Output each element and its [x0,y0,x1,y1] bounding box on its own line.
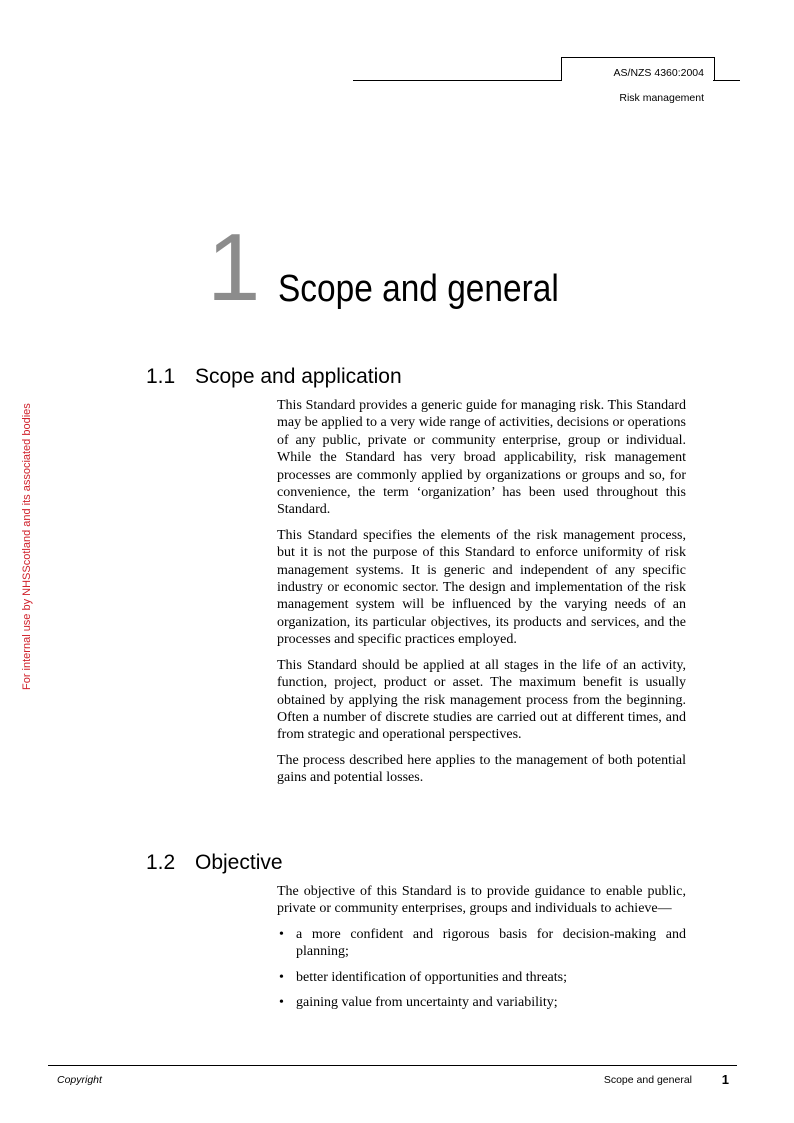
standard-number: AS/NZS 4360:2004 [613,67,704,79]
section-body [277,883,686,1019]
paragraph: This Standard provides a generic guide for managing risk. This Standard may be applied to a very wide range of activities, decisions or operations of any public, private or community enterprise, group or individual. While the Standard has very broad applicability, risk management processes are commonly applied by organizations or groups and so, for convenience, the term ‘organization’ has been used throughout this Standard. [277,398,686,518]
paragraph: This Standard specifies the elements of the risk management process, but it is not the purpose of this Standard to enforce uniformity of risk management systems. It is generic and independent of any specific industry or economic sector. The design and implementation of the risk management system will be influenced by the varying needs of an organization, its particular objectives, its products and services, and the processes and specific practices employed. [277,527,686,648]
chapter-number: 1 [207,214,261,321]
header-rule-left [353,80,561,81]
section-heading [146,852,283,873]
document-subtitle: Risk management [619,92,704,104]
section-number: 1.1 [146,365,176,388]
list-item: • better identification of opportunities and threats; [277,969,686,986]
section-heading [146,366,402,387]
bullet-list [277,926,686,1012]
section-number: 1.2 [146,851,176,874]
section-title: Objective [195,851,283,874]
usage-watermark: For internal use by NHSScotland and its associated bodies [21,403,33,690]
paragraph: This Standard should be applied at all stages in the life of an activity, function, project, product or asset. The maximum benefit is usually obtained by applying the risk management process from the beginning. Often a number of discrete studies are carried out at different times, and from strategic and operational perspectives. [277,657,686,743]
chapter-title: Scope and general [278,268,559,310]
list-item: • a more confident and rigorous basis for decision-making and planning; [277,926,686,961]
header-rule-right [713,80,740,81]
footer-rule [48,1065,737,1066]
paragraph: The process described here applies to the management of both potential gains and potential losses. [277,752,686,786]
paragraph: The objective of this Standard is to provide guidance to enable public, private or community enterprises, groups and individuals to achieve— [277,884,686,917]
copyright-label: Copyright [57,1074,102,1086]
section-body [277,397,686,795]
list-item: • gaining value from uncertainty and variability; [277,994,686,1011]
section-title: Scope and application [195,365,402,388]
page-number: 1 [721,1072,729,1087]
footer-chapter-title: Scope and general [603,1074,692,1086]
